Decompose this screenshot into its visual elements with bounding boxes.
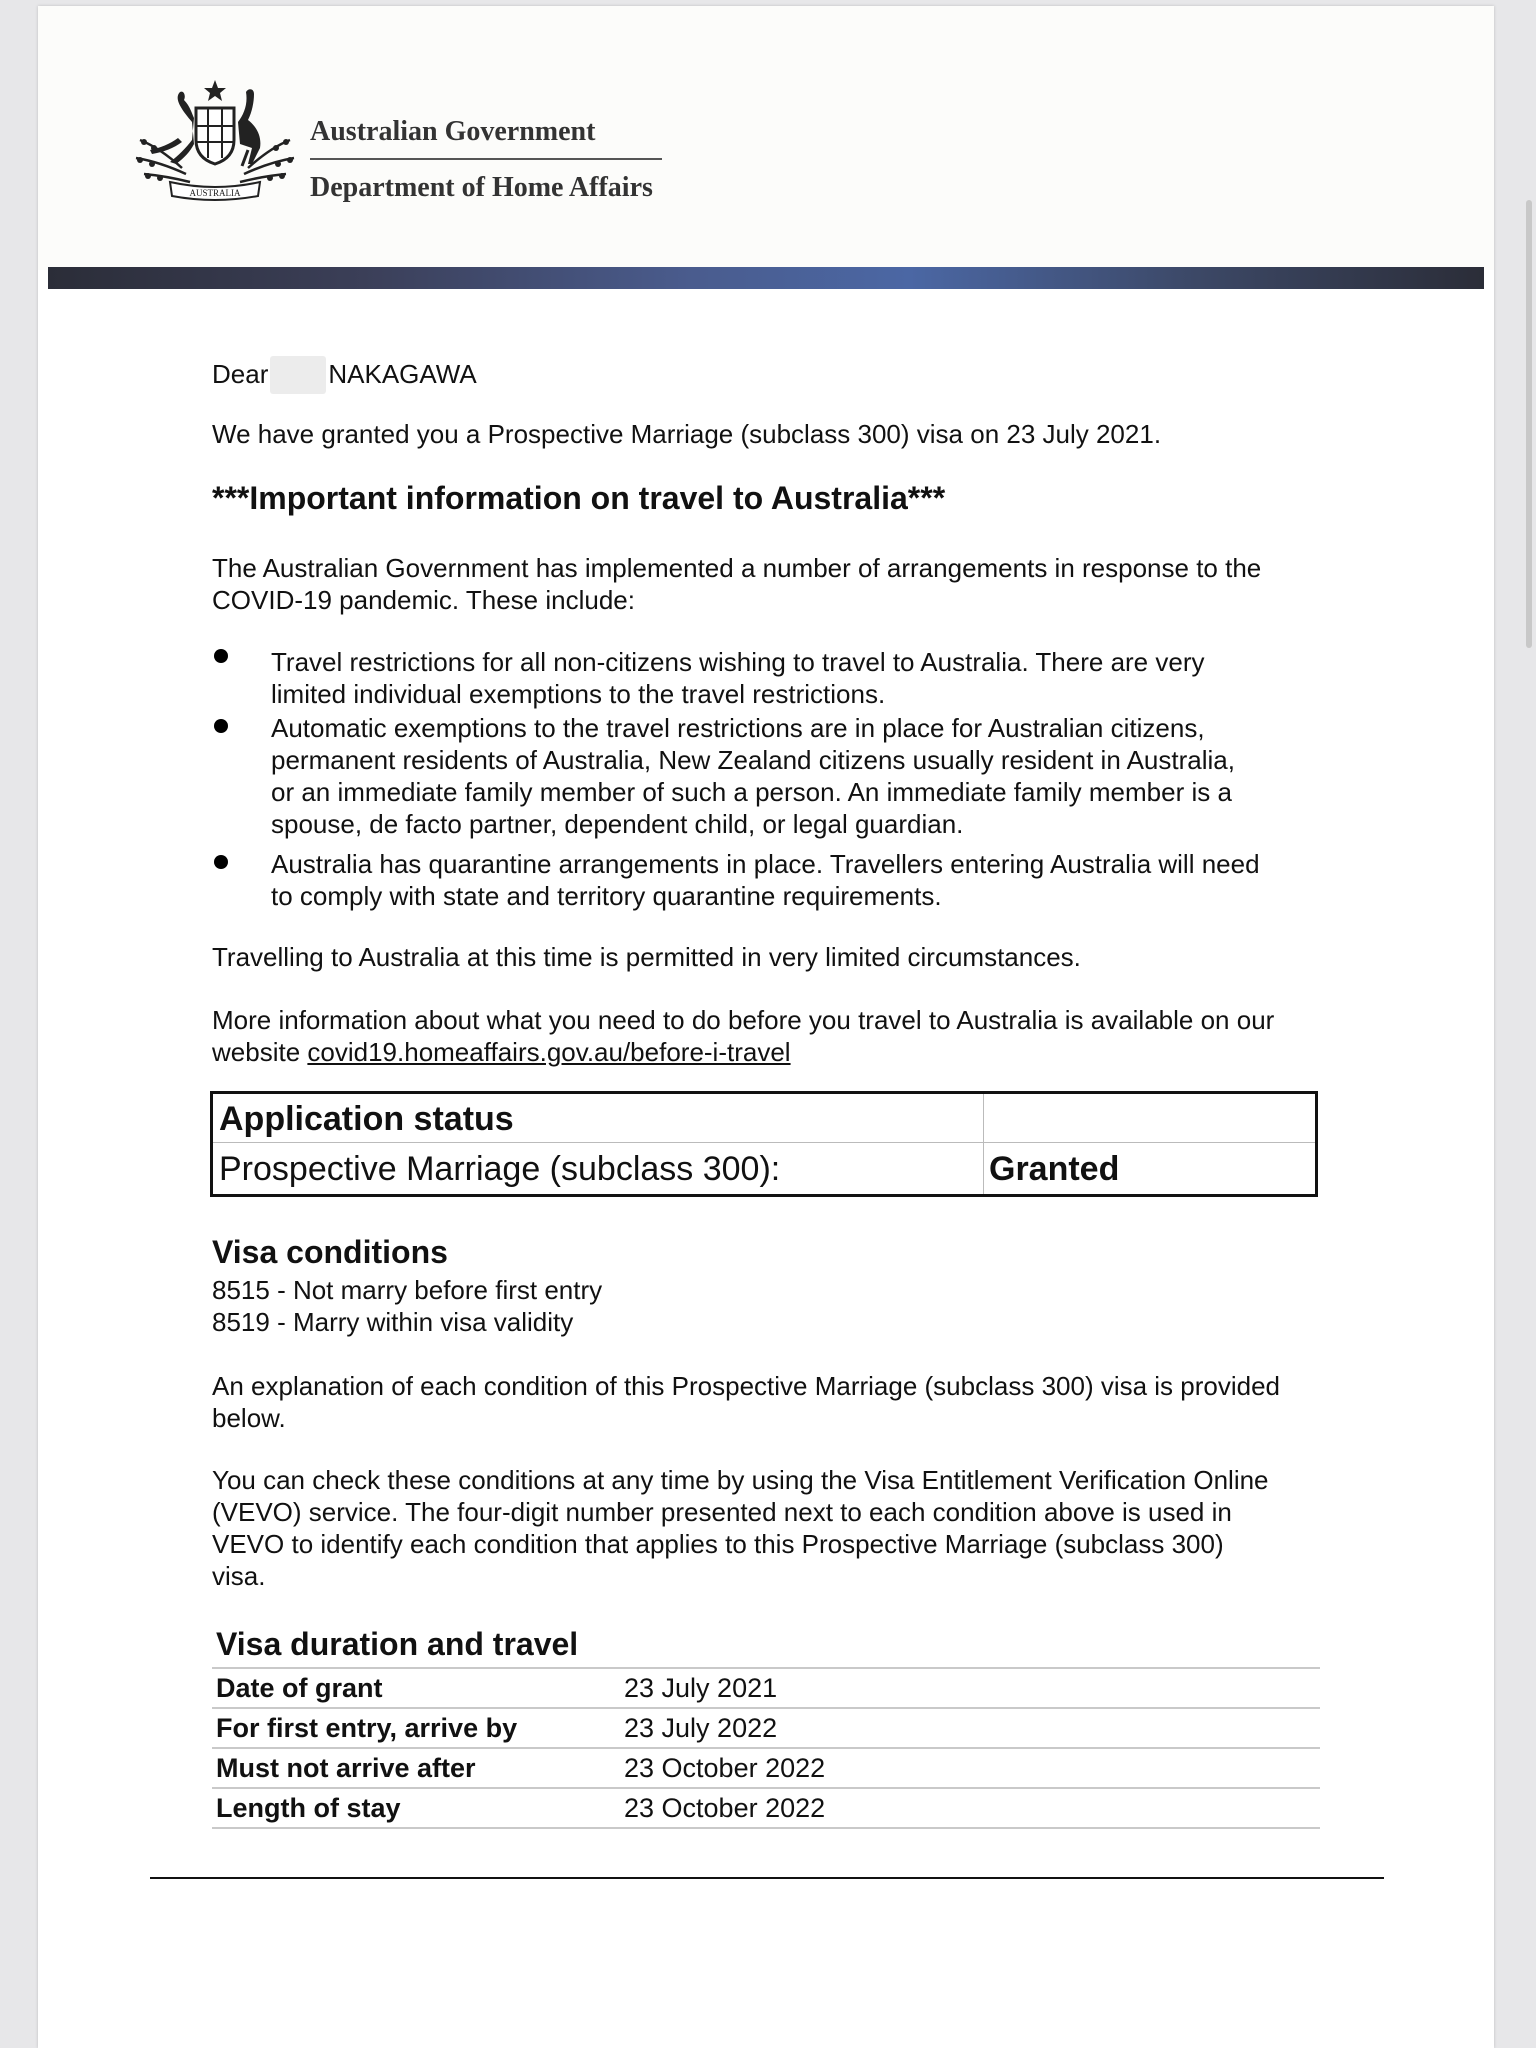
duration-label: Length of stay (212, 1788, 620, 1828)
bullet-item: Travel restrictions for all non-citizens wishing to travel to Australia. There are very limited individual exemptions to the travel restrictions. (271, 647, 1205, 709)
duration-value: 23 July 2022 (620, 1708, 1320, 1748)
condition-item: 8519 - Marry within visa validity (212, 1307, 574, 1337)
visa-conditions-heading: Visa conditions (212, 1234, 448, 1270)
salutation (212, 356, 477, 394)
duration-label: For first entry, arrive by (212, 1708, 620, 1748)
application-status-box (210, 1091, 1318, 1197)
duration-value: 23 October 2022 (620, 1788, 1320, 1828)
coat-of-arms-icon (130, 78, 300, 208)
letter-page (38, 6, 1494, 2048)
vevo-paragraph: You can check these conditions at any time by using the Visa Entitlement Verification Online (VEVO) service. The four-digit number presented next to each condition above is used in VEVO to identify each condition that applies to this Prospective Marriage (subclass 300) visa. (212, 1465, 1269, 1591)
conditions-list (212, 1274, 602, 1338)
table-row (212, 1708, 1320, 1748)
duration-label: Date of grant (212, 1668, 620, 1708)
duration-value: 23 July 2021 (620, 1668, 1320, 1708)
status-row-divider (213, 1142, 1315, 1143)
covid-info-link[interactable]: covid19.homeaffairs.gov.au/before-i-travel (307, 1037, 791, 1067)
travel-heading: ***Important information on travel to Australia*** (212, 480, 946, 516)
table-row (212, 1748, 1320, 1788)
government-name: Australian Government (310, 116, 596, 147)
status-title: Application status (219, 1100, 514, 1138)
salutation-prefix: Dear (212, 359, 269, 389)
vertical-scrollbar[interactable] (1526, 200, 1532, 648)
bullet-dot (214, 649, 228, 663)
duration-value: 23 October 2022 (620, 1748, 1320, 1788)
status-value: Granted (989, 1150, 1120, 1188)
bullet-item: Australia has quarantine arrangements in place. Travellers entering Australia will need to comply with state and territory quarantine requirements. (271, 849, 1260, 911)
letterhead-divider (310, 158, 662, 160)
grant-sentence: We have granted you a Prospective Marriage (subclass 300) visa on 23 July 2021. (212, 419, 1162, 449)
letterhead (38, 6, 1494, 270)
table-row (212, 1788, 1320, 1828)
bullet-dot (214, 855, 228, 869)
intro-paragraph: The Australian Government has implemented a number of arrangements in response to the COVID-19 pandemic. These include: (212, 553, 1262, 615)
svg-text:AUSTRALIA: AUSTRALIA (189, 188, 241, 198)
duration-label: Must not arrive after (212, 1748, 620, 1788)
limited-travel-note: Travelling to Australia at this time is permitted in very limited circumstances. (212, 942, 1081, 972)
redacted-first-name (270, 356, 326, 394)
visa-duration-table (212, 1667, 1320, 1829)
condition-item: 8515 - Not marry before first entry (212, 1275, 603, 1305)
department-name: Department of Home Affairs (310, 172, 653, 203)
status-label: Prospective Marriage (subclass 300): (219, 1150, 781, 1188)
bullet-dot (214, 719, 228, 733)
visa-duration-heading: Visa duration and travel (216, 1626, 579, 1662)
header-color-band (48, 267, 1484, 289)
status-column-divider (983, 1094, 984, 1194)
table-row (212, 1668, 1320, 1708)
more-info-paragraph: More information about what you need to do before you travel to Australia is available on our website covid19.homeaffairs.gov.au/before-i-travel (212, 1005, 1275, 1067)
footer-divider (150, 1877, 1384, 1879)
recipient-surname: NAKAGAWA (328, 359, 477, 389)
conditions-explanation: An explanation of each condition of this Prospective Marriage (subclass 300) visa is provided below. (212, 1371, 1281, 1433)
bullet-item: Automatic exemptions to the travel restrictions are in place for Australian citizens, permanent residents of Australia, New Zealand citizens usually resident in Australia, or an immediate family member of such a person. An immediate family member is a spouse, de facto partner, dependent child, or legal guardian. (271, 713, 1235, 839)
